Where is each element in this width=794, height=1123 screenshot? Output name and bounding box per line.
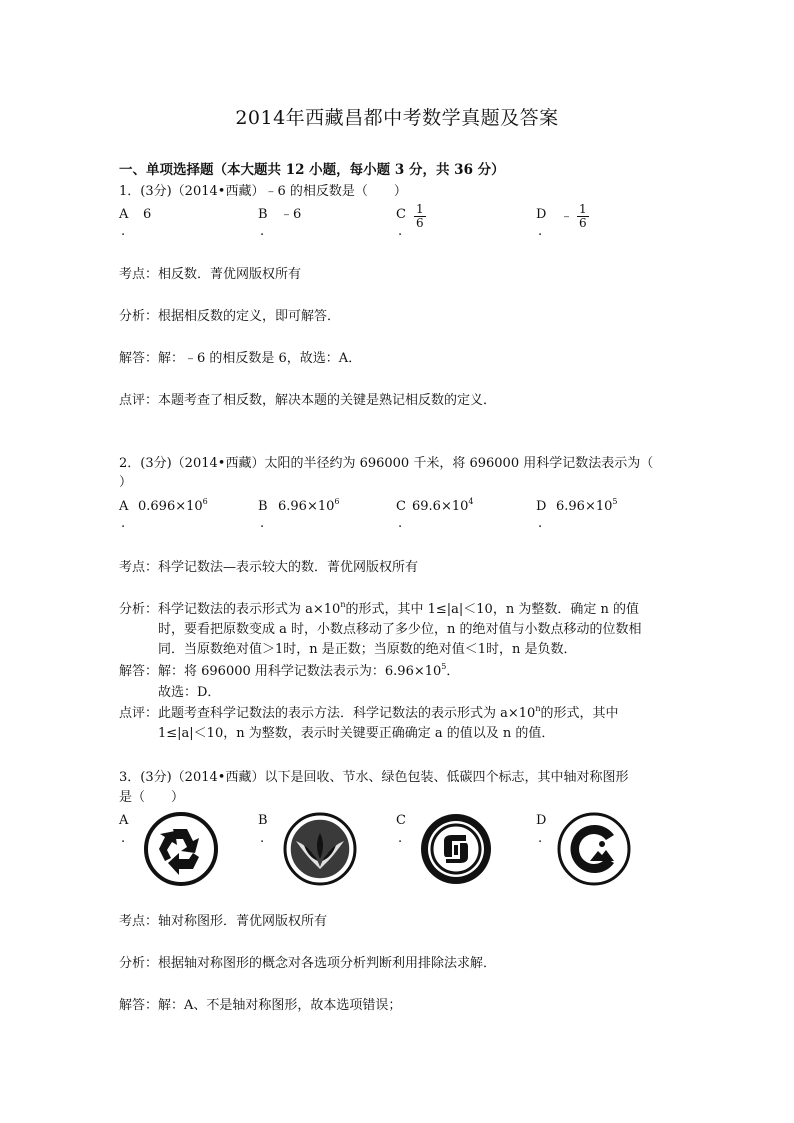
q2-option-a: $0.696\times 10^6$ xyxy=(138,497,208,514)
q2-option-c-dot: . xyxy=(398,516,403,531)
q2-option-c-label: C xyxy=(396,499,406,514)
q3-option-d-dot: . xyxy=(538,831,543,846)
q2-dianping-line1: 点评：此题考查科学记数法的表示方法．科学记数法的表示形式为 $a\times 10^n$的形式，其中 xyxy=(119,704,619,721)
q1-option-d-denominator: 6 xyxy=(579,216,587,230)
q1-option-c-dot: . xyxy=(398,224,403,239)
q2-stem-line2: ） xyxy=(119,475,133,490)
q2-option-a-dot: . xyxy=(121,516,126,531)
low-carbon-logo-icon xyxy=(556,811,632,887)
q1-option-a-dot: . xyxy=(121,224,126,239)
q1-option-b-label: B xyxy=(258,207,268,222)
green-packaging-logo-icon xyxy=(418,811,494,887)
q3-stem-line1: 3．(3分)（2014•西藏）以下是回收、节水、绿色包装、低碳四个标志，其中轴对称图形 xyxy=(119,770,629,785)
page-title: 2014年西藏昌都中考数学真题及答案 xyxy=(235,107,559,129)
q3-option-b-dot: . xyxy=(260,831,265,846)
q1-option-d-sign: ﹣ xyxy=(560,209,574,224)
q2-option-a-label: A xyxy=(119,499,129,514)
q3-option-a-label: A xyxy=(119,813,129,828)
q2-jieda-line1: 解答：解：将 696000 用科学记数法表示为：$6.96\times 10^5$． xyxy=(119,662,460,679)
q2-fenxi-line1: 分析：科学记数法的表示形式为 $a\times 10^n$的形式，其中 1≤|a|＜10，n 为整数．确定 n 的值 xyxy=(119,600,639,617)
q3-option-c-dot: . xyxy=(398,831,403,846)
q1-kaodian: 考点：相反数．菁优网版权所有 xyxy=(119,267,302,282)
q1-option-d-dot: . xyxy=(538,224,543,239)
q1-option-b: ﹣6 xyxy=(280,207,302,222)
q1-option-d-fraction xyxy=(560,203,589,230)
q2-stem-line1: 2．(3分)（2014•西藏）太阳的半径约为 696000 千米，将 696000 用科学记数法表示为（ xyxy=(119,456,654,471)
q2-kaodian: 考点：科学记数法—表示较大的数．菁优网版权所有 xyxy=(119,560,419,575)
q1-stem: 1．(3分)（2014•西藏）﹣6 的相反数是（ ） xyxy=(119,184,407,199)
q1-option-c-numerator: 1 xyxy=(416,202,424,216)
q1-fenxi: 分析：根据相反数的定义，即可解答． xyxy=(119,309,341,324)
q3-jieda: 解答：解：A、不是轴对称图形，故本选项错误； xyxy=(119,998,402,1013)
section-heading: 一、单项选择题（本大题共 12 小题，每小题 3 分，共 36 分） xyxy=(119,162,505,178)
q1-option-a: 6 xyxy=(143,207,152,222)
q1-option-c-fraction xyxy=(410,203,426,230)
q1-option-a-label: A xyxy=(119,207,129,222)
recycle-logo-icon xyxy=(143,811,219,887)
q3-option-b-label: B xyxy=(258,813,268,828)
q1-option-b-dot: . xyxy=(260,224,265,239)
q1-option-c-label: C xyxy=(396,207,406,222)
q2-option-d-label: D xyxy=(536,499,547,514)
q2-dianping-line2: 1≤|a|＜10，n 为整数，表示时关键要正确确定 a 的值以及 n 的值． xyxy=(158,726,555,741)
q2-jieda-line2: 故选：D． xyxy=(158,685,221,700)
q1-option-c-denominator: 6 xyxy=(416,216,424,230)
q2-option-b-label: B xyxy=(258,499,268,514)
q3-kaodian: 考点：轴对称图形．菁优网版权所有 xyxy=(119,914,328,929)
q2-option-b-dot: . xyxy=(260,516,265,531)
q3-stem-line2: 是（ ） xyxy=(119,790,185,805)
q1-option-d-label: D xyxy=(536,207,547,222)
q3-option-c-label: C xyxy=(396,813,406,828)
q2-option-d-dot: . xyxy=(538,516,543,531)
q1-dianping: 点评：本题考查了相反数，解决本题的关键是熟记相反数的定义． xyxy=(119,393,497,408)
q2-fenxi-line3: 同．当原数绝对值＞1时，n 是正数；当原数的绝对值＜1时，n 是负数． xyxy=(158,642,577,657)
q1-jieda: 解答：解：﹣6 的相反数是 6，故选：A． xyxy=(119,351,362,366)
q3-fenxi: 分析：根据轴对称图形的概念对各选项分析判断利用排除法求解． xyxy=(119,956,497,971)
q2-option-b: $6.96\times 10^6$ xyxy=(278,497,340,514)
q1-option-d-numerator: 1 xyxy=(579,202,587,216)
q3-option-d-label: D xyxy=(536,813,547,828)
water-saving-logo-icon xyxy=(282,811,358,887)
q2-option-c: $69.6\times 10^4$ xyxy=(412,497,474,514)
q3-option-a-dot: . xyxy=(121,831,126,846)
q2-option-d: $6.96\times 10^5$ xyxy=(556,497,618,514)
q2-fenxi-line2: 时，要看把原数变成 a 时，小数点移动了多少位，n 的绝对值与小数点移动的位数相 xyxy=(158,622,642,637)
